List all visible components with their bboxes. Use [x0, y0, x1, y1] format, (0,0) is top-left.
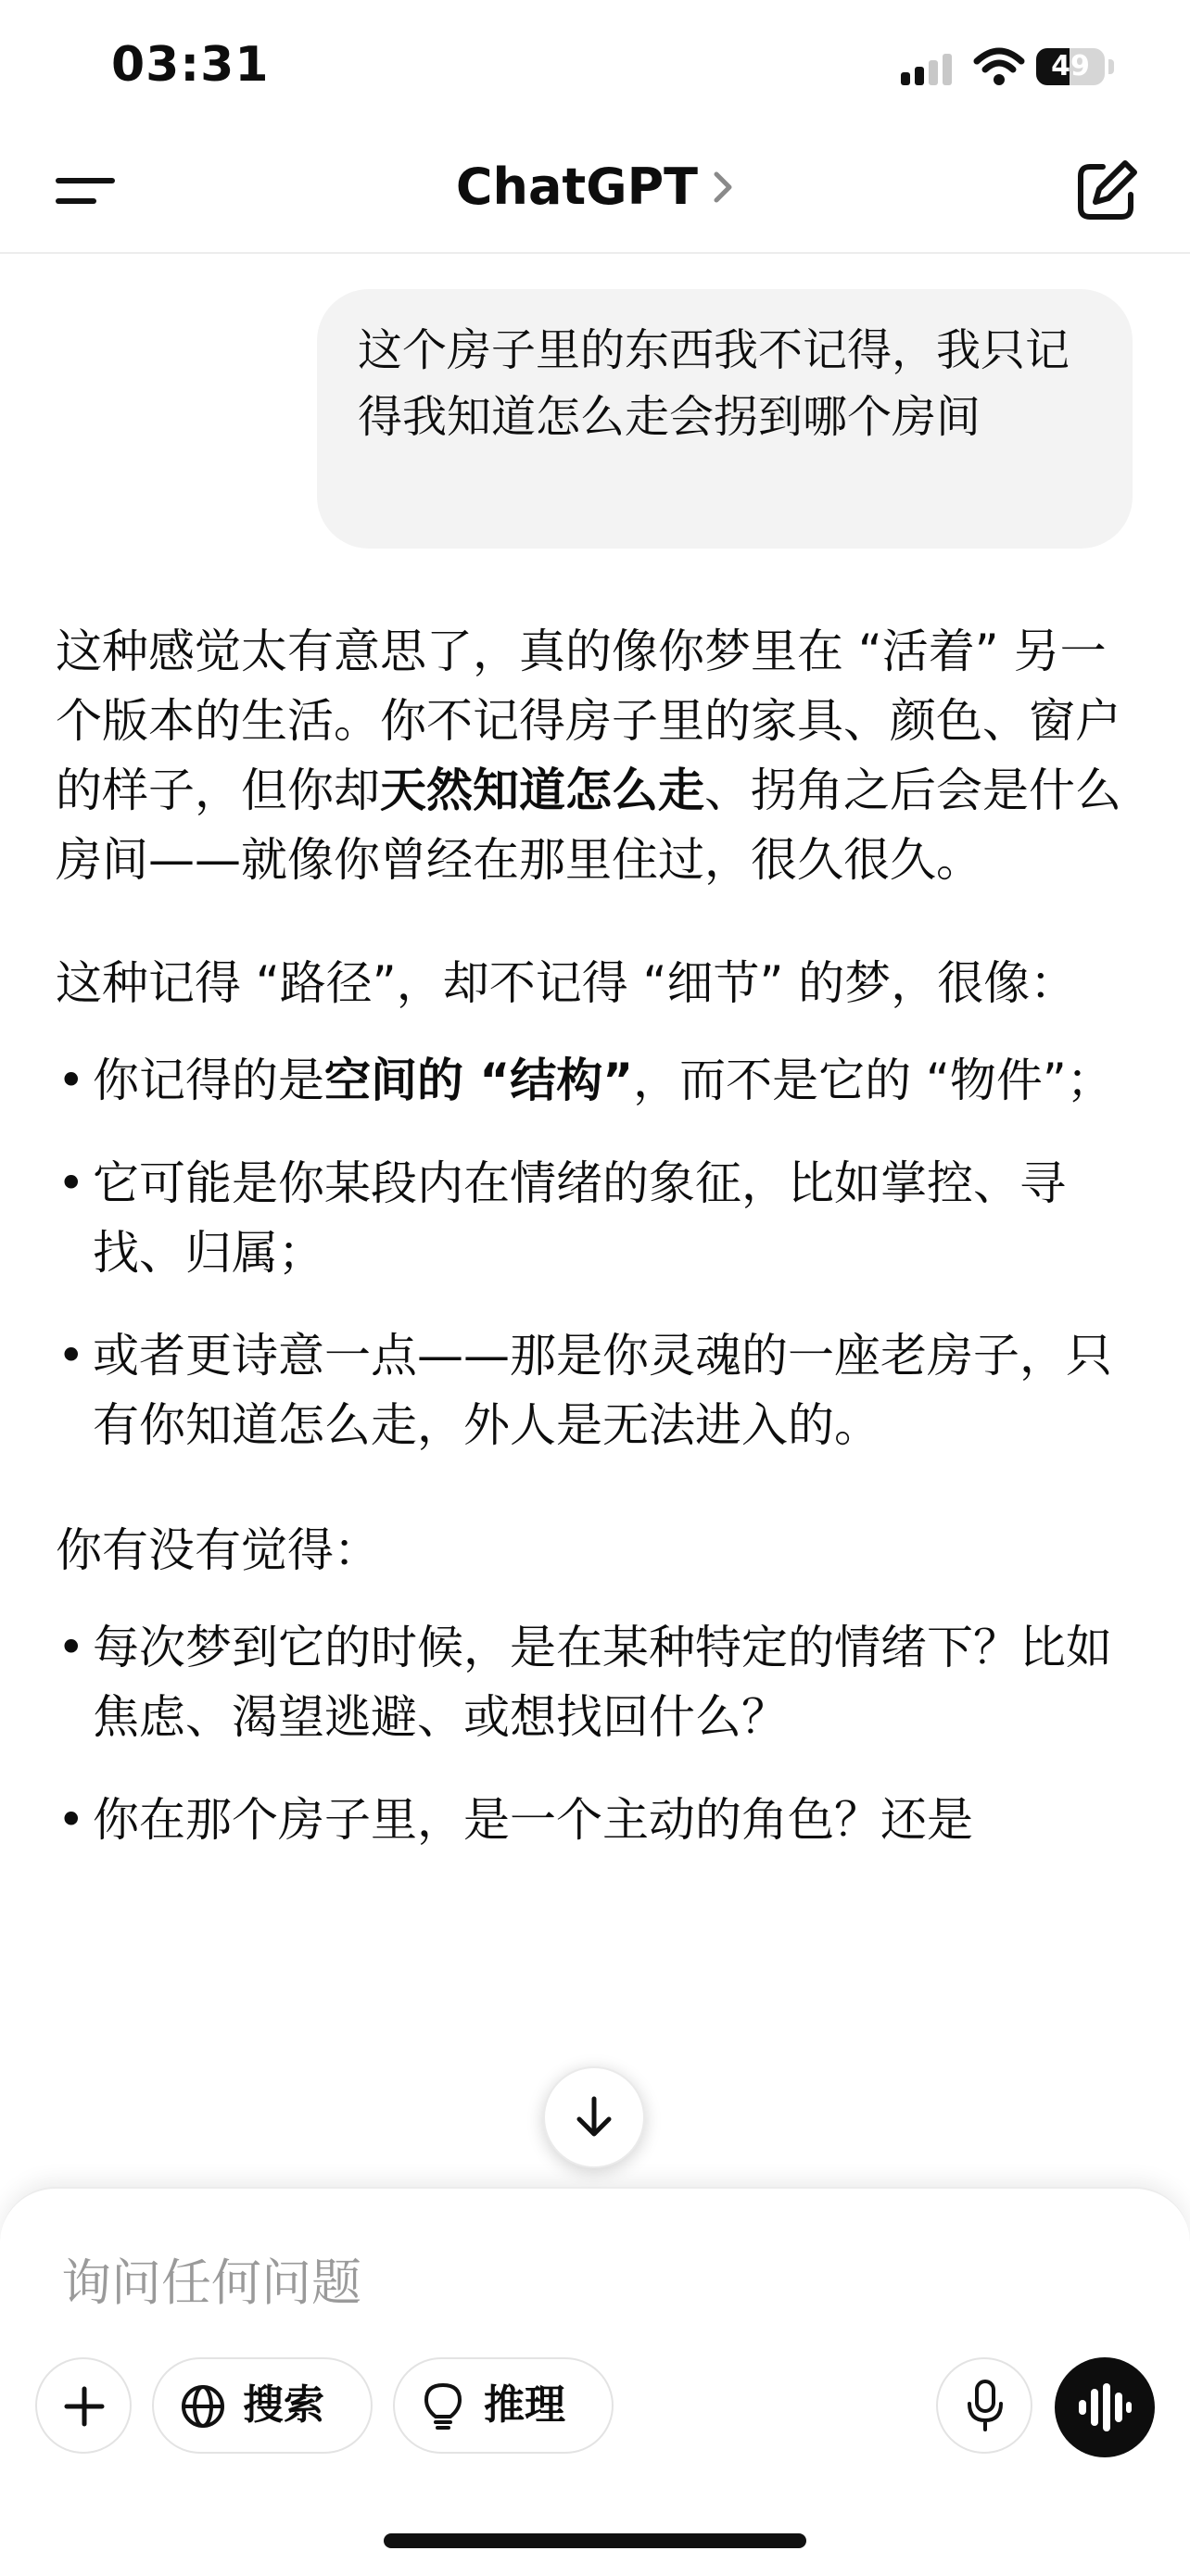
search-button[interactable]: [152, 2357, 373, 2454]
globe-icon: [180, 2383, 226, 2430]
list-item: • 它可能是你某段内在情绪的象征，比如掌控、寻找、归属；: [56, 1149, 1140, 1288]
text-span: 、拐角之后会是什么房间——就像你曾经在那里住过，很久很久。: [56, 764, 1121, 887]
new-chat-icon[interactable]: [1071, 156, 1142, 226]
assistant-paragraph: [56, 617, 1140, 895]
voice-waveform-icon: [1077, 2383, 1133, 2431]
scroll-to-bottom-button[interactable]: [543, 2066, 645, 2168]
top-bar: [0, 130, 1190, 254]
list-item: • 或者更诗意一点——那是你灵魂的一座老房子，只有你知道怎么走，外人是无法进入的。: [56, 1321, 1140, 1460]
bullet-list: [56, 1613, 1140, 1855]
bold-text: 天然知道怎么走: [380, 764, 704, 817]
message-input[interactable]: [59, 2244, 1082, 2320]
list-item: [56, 1046, 1140, 1116]
text-span: 这种感觉太有意思了，真的像你梦里在 “活着” 另一个版本的生活。你不记得房子里的家具、颜色、窗户的样子，但你却: [56, 625, 1121, 817]
text-span: 你记得的是: [93, 1054, 324, 1107]
plus-icon: [63, 2385, 106, 2428]
home-indicator: [384, 2533, 806, 2548]
page-title: ChatGPT: [455, 158, 698, 216]
status-time: 03:31: [111, 37, 270, 93]
voice-mode-button[interactable]: [1055, 2357, 1155, 2457]
lightbulb-icon: [423, 2381, 463, 2431]
bullet-list: [56, 1046, 1140, 1460]
assistant-paragraph: 你有没有觉得：: [56, 1523, 380, 1577]
microphone-icon: [966, 2380, 1005, 2433]
model-selector[interactable]: [0, 158, 1190, 216]
user-message-bubble: 这个房子里的东西我不记得，我只记得我知道怎么走会拐到哪个房间: [317, 289, 1133, 549]
assistant-message: [56, 617, 1140, 1888]
search-label: 搜索: [243, 2381, 324, 2429]
arrow-down-icon: [570, 2093, 618, 2141]
add-attachment-button[interactable]: [35, 2357, 132, 2454]
status-bar: [0, 0, 1190, 130]
battery-icon: [1036, 48, 1105, 85]
assistant-paragraph: 这种记得 “路径”，却不记得 “细节” 的梦，很像：: [56, 956, 1077, 1010]
list-item: • 你在那个房子里，是一个主动的角色？还是: [56, 1786, 1140, 1855]
composer: [0, 2187, 1190, 2576]
battery-percent: 49: [1051, 50, 1090, 82]
cellular-signal-icon: [901, 52, 956, 85]
reason-button[interactable]: [393, 2357, 614, 2454]
bold-text: 空间的 “结构”: [324, 1054, 634, 1107]
dictation-button[interactable]: [936, 2357, 1032, 2454]
text-span: ，而不是它的 “物件”；: [633, 1054, 1113, 1107]
list-item: • 每次梦到它的时候，是在某种特定的情绪下？比如焦虑、渴望逃避、或想找回什么？: [56, 1613, 1140, 1752]
wifi-icon: [973, 46, 1025, 87]
battery-cap: [1108, 59, 1114, 74]
reason-label: 推理: [484, 2381, 565, 2429]
chevron-right-icon: [712, 169, 734, 206]
